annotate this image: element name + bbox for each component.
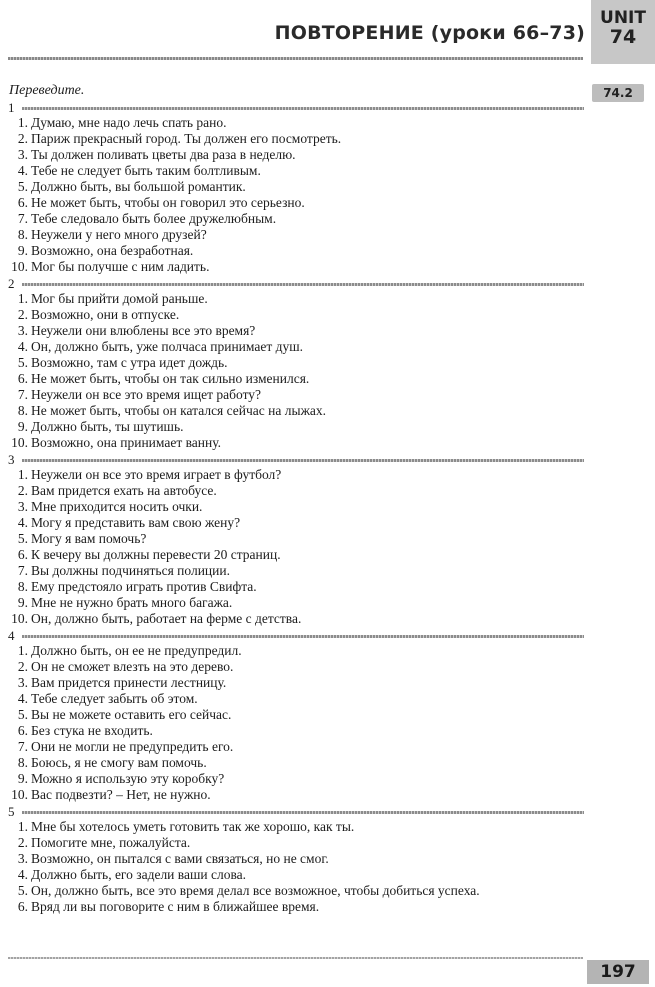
sentence-text: Вам придется ехать на автобусе. bbox=[31, 483, 217, 498]
sentence-number: 4. bbox=[17, 163, 28, 178]
sentence-list bbox=[8, 819, 584, 915]
sentence-item bbox=[8, 595, 584, 611]
sentence-number: 8. bbox=[17, 403, 28, 418]
exercise-header bbox=[8, 629, 584, 643]
sentence-text: Думаю, мне надо лечь спать рано. bbox=[31, 115, 227, 130]
sentence-item bbox=[8, 131, 584, 147]
sentence-item bbox=[8, 115, 584, 131]
sentence-text: Он, должно быть, все это время делал все возможное, чтобы добиться успеха. bbox=[31, 883, 480, 898]
exercise-block bbox=[8, 277, 584, 453]
sentence-text: Мне не нужно брать много багажа. bbox=[31, 595, 233, 610]
sentence-number: 5. bbox=[17, 883, 28, 898]
sentence-item bbox=[8, 707, 584, 723]
sentence-number: 10. bbox=[11, 611, 28, 626]
sentence-number: 1. bbox=[17, 643, 28, 658]
sentence-number: 9. bbox=[17, 595, 28, 610]
sentence-item bbox=[8, 419, 584, 435]
exercise-number: 2 bbox=[8, 276, 15, 291]
exercise-block bbox=[8, 629, 584, 805]
sentence-item bbox=[8, 323, 584, 339]
exercise-divider bbox=[22, 635, 584, 638]
sentence-number: 7. bbox=[17, 739, 28, 754]
sentence-text: Тебе следовало быть более дружелюбным. bbox=[31, 211, 277, 226]
exercise-header bbox=[8, 101, 584, 115]
sentence-number: 5. bbox=[17, 179, 28, 194]
sentence-number: 6. bbox=[17, 195, 28, 210]
sentence-number: 6. bbox=[17, 723, 28, 738]
sentence-list bbox=[8, 115, 584, 275]
sentence-number: 1. bbox=[17, 819, 28, 834]
sentence-text: Могу я вам помочь? bbox=[31, 531, 147, 546]
sentence-number: 6. bbox=[17, 547, 28, 562]
sentence-item bbox=[8, 515, 584, 531]
sentence-number: 4. bbox=[17, 515, 28, 530]
sentence-number: 2. bbox=[17, 131, 28, 146]
sentence-item bbox=[8, 339, 584, 355]
exercise-block bbox=[8, 101, 584, 277]
sentence-number: 2. bbox=[17, 483, 28, 498]
exercise-header bbox=[8, 277, 584, 291]
instruction-text: Переведите. bbox=[9, 83, 85, 98]
sentence-text: Должно быть, его задели ваши слова. bbox=[31, 867, 247, 882]
unit-badge bbox=[591, 0, 655, 64]
sentence-text: Вас подвезти? – Нет, не нужно. bbox=[31, 787, 211, 802]
sentence-text: Возможно, она безработная. bbox=[31, 243, 194, 258]
sentence-number: 5. bbox=[17, 707, 28, 722]
sentence-text: К вечеру вы должны перевести 20 страниц. bbox=[31, 547, 281, 562]
sentence-text: Боюсь, я не смогу вам помочь. bbox=[31, 755, 207, 770]
sentence-text: Должно быть, он ее не предупредил. bbox=[31, 643, 242, 658]
sentence-item bbox=[8, 851, 584, 867]
exercise-list bbox=[8, 101, 584, 917]
sentence-text: Ему предстояло играть против Свифта. bbox=[31, 579, 257, 594]
sentence-item bbox=[8, 179, 584, 195]
sentence-text: Могу я представить вам свою жену? bbox=[31, 515, 241, 530]
page-title: ПОВТОРЕНИЕ (уроки 66–73) bbox=[274, 22, 585, 44]
sentence-text: Неужели он все это время играет в футбол? bbox=[31, 467, 282, 482]
sentence-number: 2. bbox=[17, 659, 28, 674]
sentence-number: 9. bbox=[17, 243, 28, 258]
exercise-block bbox=[8, 805, 584, 917]
sentence-text: Должно быть, ты шутишь. bbox=[31, 419, 184, 434]
sentence-number: 3. bbox=[17, 851, 28, 866]
sentence-item bbox=[8, 675, 584, 691]
section-tag: 74.2 bbox=[592, 84, 644, 102]
sentence-text: Помогите мне, пожалуйста. bbox=[31, 835, 191, 850]
sentence-text: Не может быть, чтобы он катался сейчас на лыжах. bbox=[31, 403, 327, 418]
sentence-text: Возможно, они в отпуске. bbox=[31, 307, 180, 322]
sentence-text: Возможно, там с утра идет дождь. bbox=[31, 355, 228, 370]
header-divider bbox=[8, 57, 583, 60]
sentence-text: Вы должны подчиняться полиции. bbox=[31, 563, 230, 578]
sentence-item bbox=[8, 867, 584, 883]
sentence-text: Мне бы хотелось уметь готовить так же хорошо, как ты. bbox=[31, 819, 355, 834]
sentence-item bbox=[8, 659, 584, 675]
sentence-number: 8. bbox=[17, 227, 28, 242]
exercise-divider bbox=[22, 107, 584, 110]
sentence-number: 8. bbox=[17, 579, 28, 594]
exercise-divider bbox=[22, 811, 584, 814]
sentence-item bbox=[8, 227, 584, 243]
exercise-block bbox=[8, 453, 584, 629]
sentence-item bbox=[8, 899, 584, 915]
sentence-item bbox=[8, 291, 584, 307]
exercise-divider bbox=[22, 459, 584, 462]
sentence-number: 7. bbox=[17, 211, 28, 226]
sentence-text: Вы не можете оставить его сейчас. bbox=[31, 707, 232, 722]
sentence-number: 5. bbox=[17, 531, 28, 546]
sentence-number: 10. bbox=[11, 435, 28, 450]
sentence-text: Он не сможет влезть на это дерево. bbox=[31, 659, 234, 674]
page-number: 197 bbox=[587, 960, 649, 984]
sentence-text: Ты должен поливать цветы два раза в неделю. bbox=[31, 147, 296, 162]
exercise-header bbox=[8, 805, 584, 819]
sentence-text: Неужели у него много друзей? bbox=[31, 227, 207, 242]
sentence-text: Без стука не входить. bbox=[31, 723, 153, 738]
sentence-text: Тебе следует забыть об этом. bbox=[31, 691, 198, 706]
sentence-item bbox=[8, 723, 584, 739]
sentence-item bbox=[8, 483, 584, 499]
exercise-number: 3 bbox=[8, 452, 15, 467]
sentence-text: Должно быть, вы большой романтик. bbox=[31, 179, 246, 194]
sentence-number: 9. bbox=[17, 419, 28, 434]
sentence-number: 6. bbox=[17, 899, 28, 914]
footer-divider bbox=[8, 957, 583, 959]
sentence-text: Возможно, он пытался с вами связаться, но не смог. bbox=[31, 851, 329, 866]
sentence-text: Не может быть, чтобы он так сильно изменился. bbox=[31, 371, 310, 386]
sentence-text: Возможно, она принимает ванну. bbox=[31, 435, 222, 450]
sentence-item bbox=[8, 387, 584, 403]
sentence-item bbox=[8, 355, 584, 371]
exercise-number: 1 bbox=[8, 100, 15, 115]
sentence-item bbox=[8, 243, 584, 259]
sentence-number: 3. bbox=[17, 323, 28, 338]
sentence-item bbox=[8, 371, 584, 387]
sentence-item bbox=[8, 403, 584, 419]
sentence-text: Неужели они влюблены все это время? bbox=[31, 323, 256, 338]
sentence-number: 2. bbox=[17, 835, 28, 850]
sentence-text: Мог бы прийти домой раньше. bbox=[31, 291, 208, 306]
sentence-number: 7. bbox=[17, 387, 28, 402]
sentence-item bbox=[8, 211, 584, 227]
sentence-number: 5. bbox=[17, 355, 28, 370]
sentence-item bbox=[8, 883, 584, 899]
sentence-text: Можно я использую эту коробку? bbox=[31, 771, 225, 786]
exercise-number: 5 bbox=[8, 804, 15, 819]
sentence-number: 9. bbox=[17, 771, 28, 786]
sentence-item bbox=[8, 755, 584, 771]
sentence-text: Он, должно быть, работает на ферме с детства. bbox=[31, 611, 302, 626]
sentence-number: 4. bbox=[17, 339, 28, 354]
unit-label: UNIT bbox=[600, 8, 646, 28]
sentence-item bbox=[8, 739, 584, 755]
unit-number: 74 bbox=[609, 26, 637, 48]
sentence-list bbox=[8, 291, 584, 451]
sentence-number: 3. bbox=[17, 499, 28, 514]
sentence-number: 1. bbox=[17, 291, 28, 306]
exercise-header bbox=[8, 453, 584, 467]
sentence-item bbox=[8, 147, 584, 163]
sentence-text: Не может быть, чтобы он говорил это серьезно. bbox=[31, 195, 305, 210]
sentence-item bbox=[8, 771, 584, 787]
sentence-item bbox=[8, 835, 584, 851]
sentence-item bbox=[8, 499, 584, 515]
sentence-number: 3. bbox=[17, 675, 28, 690]
sentence-item bbox=[8, 787, 584, 803]
sentence-item bbox=[8, 259, 584, 275]
sentence-item bbox=[8, 435, 584, 451]
sentence-item bbox=[8, 163, 584, 179]
sentence-number: 6. bbox=[17, 371, 28, 386]
sentence-text: Они не могли не предупредить его. bbox=[31, 739, 234, 754]
sentence-item bbox=[8, 691, 584, 707]
sentence-number: 10. bbox=[11, 787, 28, 802]
sentence-number: 1. bbox=[17, 115, 28, 130]
sentence-number: 3. bbox=[17, 147, 28, 162]
sentence-item bbox=[8, 531, 584, 547]
exercise-divider bbox=[22, 283, 584, 286]
sentence-number: 8. bbox=[17, 755, 28, 770]
sentence-item bbox=[8, 195, 584, 211]
sentence-item bbox=[8, 467, 584, 483]
sentence-number: 10. bbox=[11, 259, 28, 274]
sentence-number: 7. bbox=[17, 563, 28, 578]
sentence-item bbox=[8, 547, 584, 563]
sentence-text: Он, должно быть, уже полчаса принимает душ. bbox=[31, 339, 303, 354]
sentence-number: 4. bbox=[17, 691, 28, 706]
sentence-item bbox=[8, 579, 584, 595]
sentence-text: Тебе не следует быть таким болтливым. bbox=[31, 163, 261, 178]
exercise-number: 4 bbox=[8, 628, 15, 643]
sentence-number: 2. bbox=[17, 307, 28, 322]
sentence-list bbox=[8, 643, 584, 803]
sentence-text: Вряд ли вы поговорите с ним в ближайшее время. bbox=[31, 899, 320, 914]
sentence-text: Неужели он все это время ищет работу? bbox=[31, 387, 262, 402]
sentence-number: 4. bbox=[17, 867, 28, 882]
sentence-item bbox=[8, 611, 584, 627]
sentence-text: Вам придется принести лестницу. bbox=[31, 675, 227, 690]
sentence-list bbox=[8, 467, 584, 627]
sentence-item bbox=[8, 819, 584, 835]
sentence-text: Мне приходится носить очки. bbox=[31, 499, 203, 514]
sentence-item bbox=[8, 643, 584, 659]
sentence-text: Мог бы получше с ним ладить. bbox=[31, 259, 210, 274]
sentence-text: Париж прекрасный город. Ты должен его посмотреть. bbox=[31, 131, 342, 146]
sentence-item bbox=[8, 307, 584, 323]
sentence-number: 1. bbox=[17, 467, 28, 482]
sentence-item bbox=[8, 563, 584, 579]
